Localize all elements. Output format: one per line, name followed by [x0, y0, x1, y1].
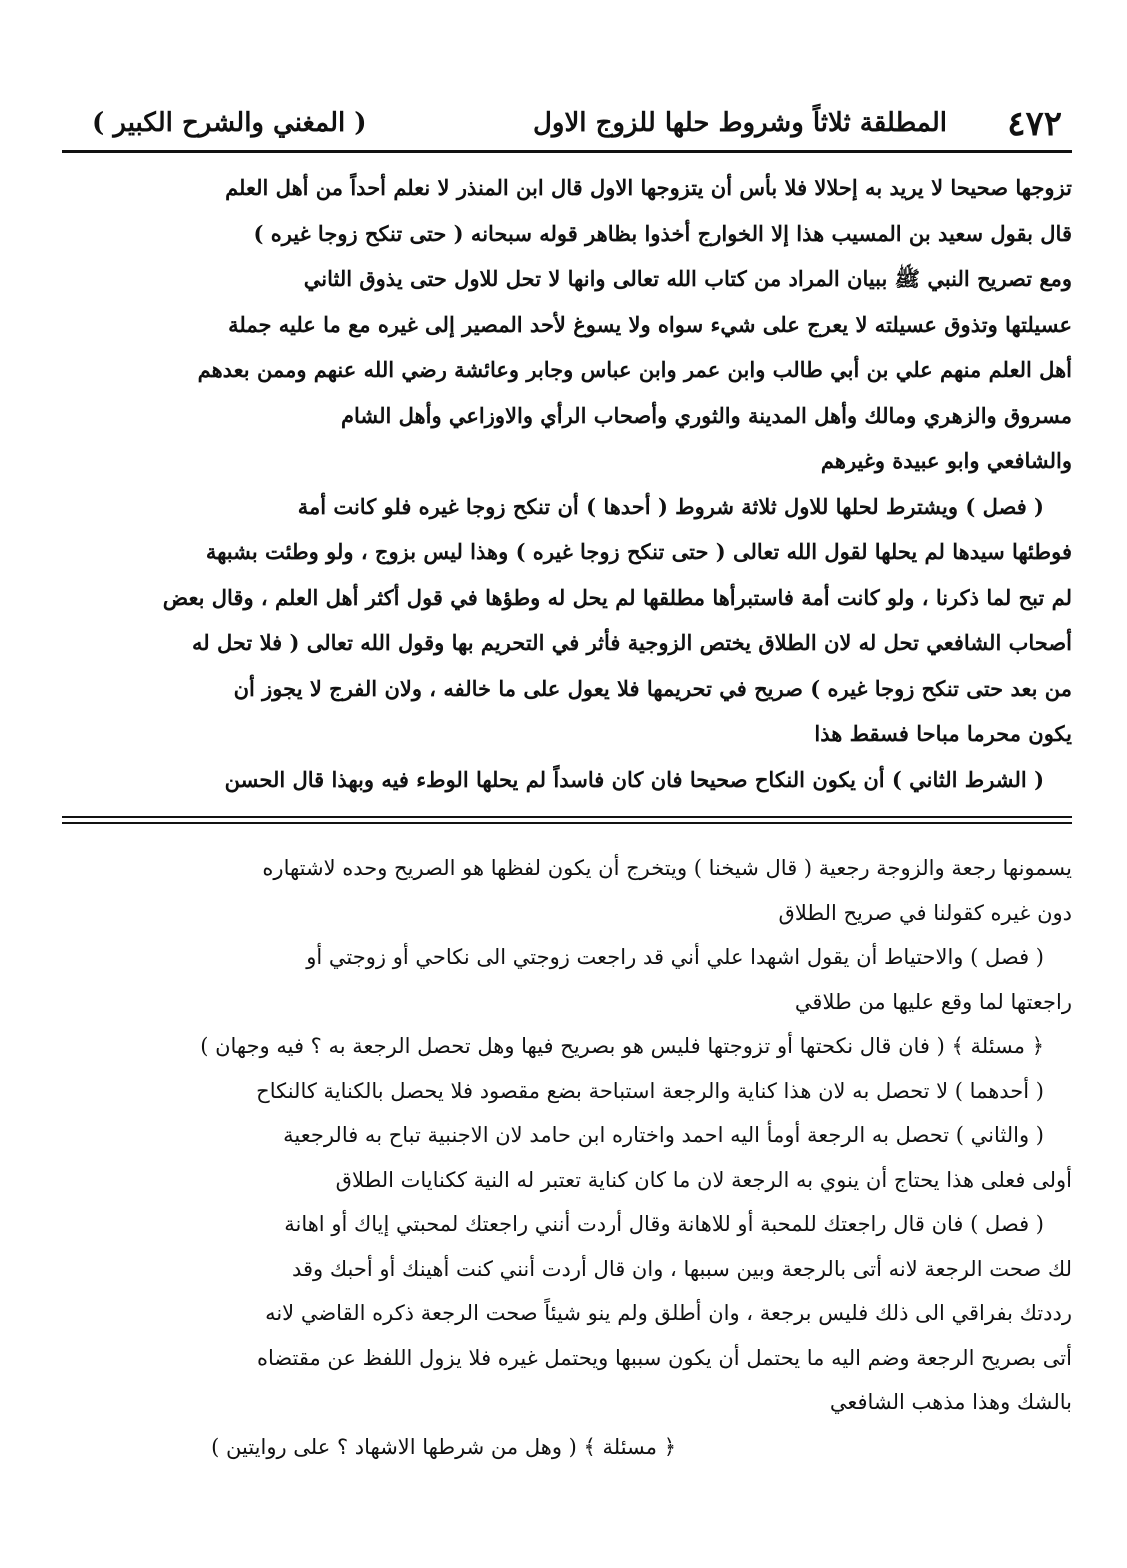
text-line: قال بقول سعيد بن المسيب هذا إلا الخوارج أخذوا بظاهر قوله سبحانه ( حتى تنكح زوجا غيره ) [253, 220, 1072, 246]
page-number: ٤٧٢ [1007, 104, 1062, 144]
text-line: تزوجها صحيحا لا يريد به إحلالا فلا بأس أن يتزوجها الاول قال ابن المنذر لا نعلم أحداً من أهل العلم [225, 175, 1072, 200]
text-line: ( فصل ) فان قال راجعتك للمحبة أو للاهانة وقال أردت أنني راجعتك لمحبتي إياك أو اهانة [284, 1212, 1044, 1236]
text-line: أولى فعلى هذا يحتاج أن ينوي به الرجعة لان ما كان كناية تعتبر له النية ككنايات الطلاق [335, 1167, 1072, 1192]
text-line: ( فصل ) والاحتياط أن يقول اشهدا علي أني قد راجعت زوجتي الى نكاحي أو زوجتي أو [306, 945, 1044, 969]
text-line: عسيلتها وتذوق عسيلته لا يعرج على شيء سواه ولا يسوغ لأحد المصير إلى غيره مع ما عليه جملة [228, 311, 1072, 337]
book-title: ( المغني والشرح الكبير ) [92, 108, 367, 138]
text-line: دون غيره كقولنا في صريح الطلاق [778, 900, 1072, 925]
text-line: أتى بصريح الرجعة وضم اليه ما يحتمل أن يكون سببها ويحتمل غيره فلا يزول اللفظ عن مقتضاه [256, 1345, 1072, 1370]
text-line: ( أحدهما ) لا تحصل به لان هذا كناية والرجعة استباحة بضع مقصود فلا يحصل بالكناية كالنكاح [256, 1078, 1044, 1103]
text-line: ( والثاني ) تحصل به الرجعة أومأ اليه احمد واختاره ابن حامد لان الاجنبية تباح به فالرجعية [283, 1123, 1044, 1147]
text-line: يسمونها رجعة والزوجة رجعية ( قال شيخنا ) ويتخرج أن يكون لفظها هو الصريح وحده لاشتهاره [262, 856, 1072, 880]
text-line: من بعد حتى تنكح زوجا غيره ) صريح في تحريمها فلا يعول على ما خالفه ، ولان الفرج لا يجوز أن [233, 675, 1072, 701]
text-line: ﴿ مسئلة ﴾ ( وهل من شرطها الاشهاد ؟ على روايتين ) [211, 1434, 676, 1459]
text-line: ( فصل ) ويشترط لحلها للاول ثلاثة شروط ( أحدها ) أن تنكح زوجا غيره فلو كانت أمة [297, 493, 1044, 519]
text-line: يكون محرما مباحا فسقط هذا [814, 721, 1072, 746]
text-line: ﴿ مسئلة ﴾ ( فان قال نكحتها أو تزوجتها فليس هو بصريح فيها وهل تحصل الرجعة به ؟ فيه وجهان ) [200, 1034, 1044, 1058]
text-line: فوطئها سيدها لم يحلها لقول الله تعالى ( حتى تنكح زوجا غيره ) وهذا ليس بزوج ، ولو وطئت بشبهة [205, 539, 1072, 564]
text-line: أصحاب الشافعي تحل له لان الطلاق يختص الزوجية فأثر في التحريم بها وقول الله تعالى ( فلا تحل له [191, 630, 1072, 655]
page-content [62, 102, 1072, 1469]
text-line: رددتك بفراقي الى ذلك فليس برجعة ، وان أطلق ولم ينو شيئاً صحت الرجعة ذكره القاضي لانه [265, 1301, 1072, 1325]
text-line: أهل العلم منهم علي بن أبي طالب وابن عمر وابن عباس وجابر وعائشة رضي الله عنهم وممن بعدهم [197, 357, 1072, 382]
text-line: بالشك وهذا مذهب الشافعي [829, 1390, 1072, 1414]
text-line: راجعتها لما وقع عليها من طلاقي [794, 989, 1072, 1014]
text-line: لك صحت الرجعة لانه أتى بالرجعة وبين سببها ، وان قال أردت أنني كنت أهينك أو أحبك وقد [291, 1256, 1072, 1281]
text-line: ومع تصريح النبي ﷺ ببيان المراد من كتاب الله تعالى وانها لا تحل للاول حتى يذوق الثاني [303, 266, 1072, 291]
text-line: والشافعي وابو عبيدة وغيرهم [820, 448, 1072, 473]
text-line: لم تبح لما ذكرنا ، ولو كانت أمة فاستبرأها مطلقها لم يحل له وطؤها في قول أكثر أهل العلم ، وقال بعض [162, 584, 1072, 610]
text-line: مسروق والزهري ومالك وأهل المدينة والثوري وأصحاب الرأي والاوزاعي وأهل الشام [340, 402, 1072, 428]
section-divider [62, 816, 1072, 824]
text-line: ( الشرط الثاني ) أن يكون النكاح صحيحا فان كان فاسداً لم يحلها الوطء فيه وبهذا قال الحسن [224, 766, 1044, 792]
lower-text-block [62, 846, 1072, 1469]
page-header [62, 102, 1072, 153]
running-title: المطلقة ثلاثاً وشروط حلها للزوج الاول [533, 108, 947, 138]
upper-text-block [62, 165, 1072, 802]
